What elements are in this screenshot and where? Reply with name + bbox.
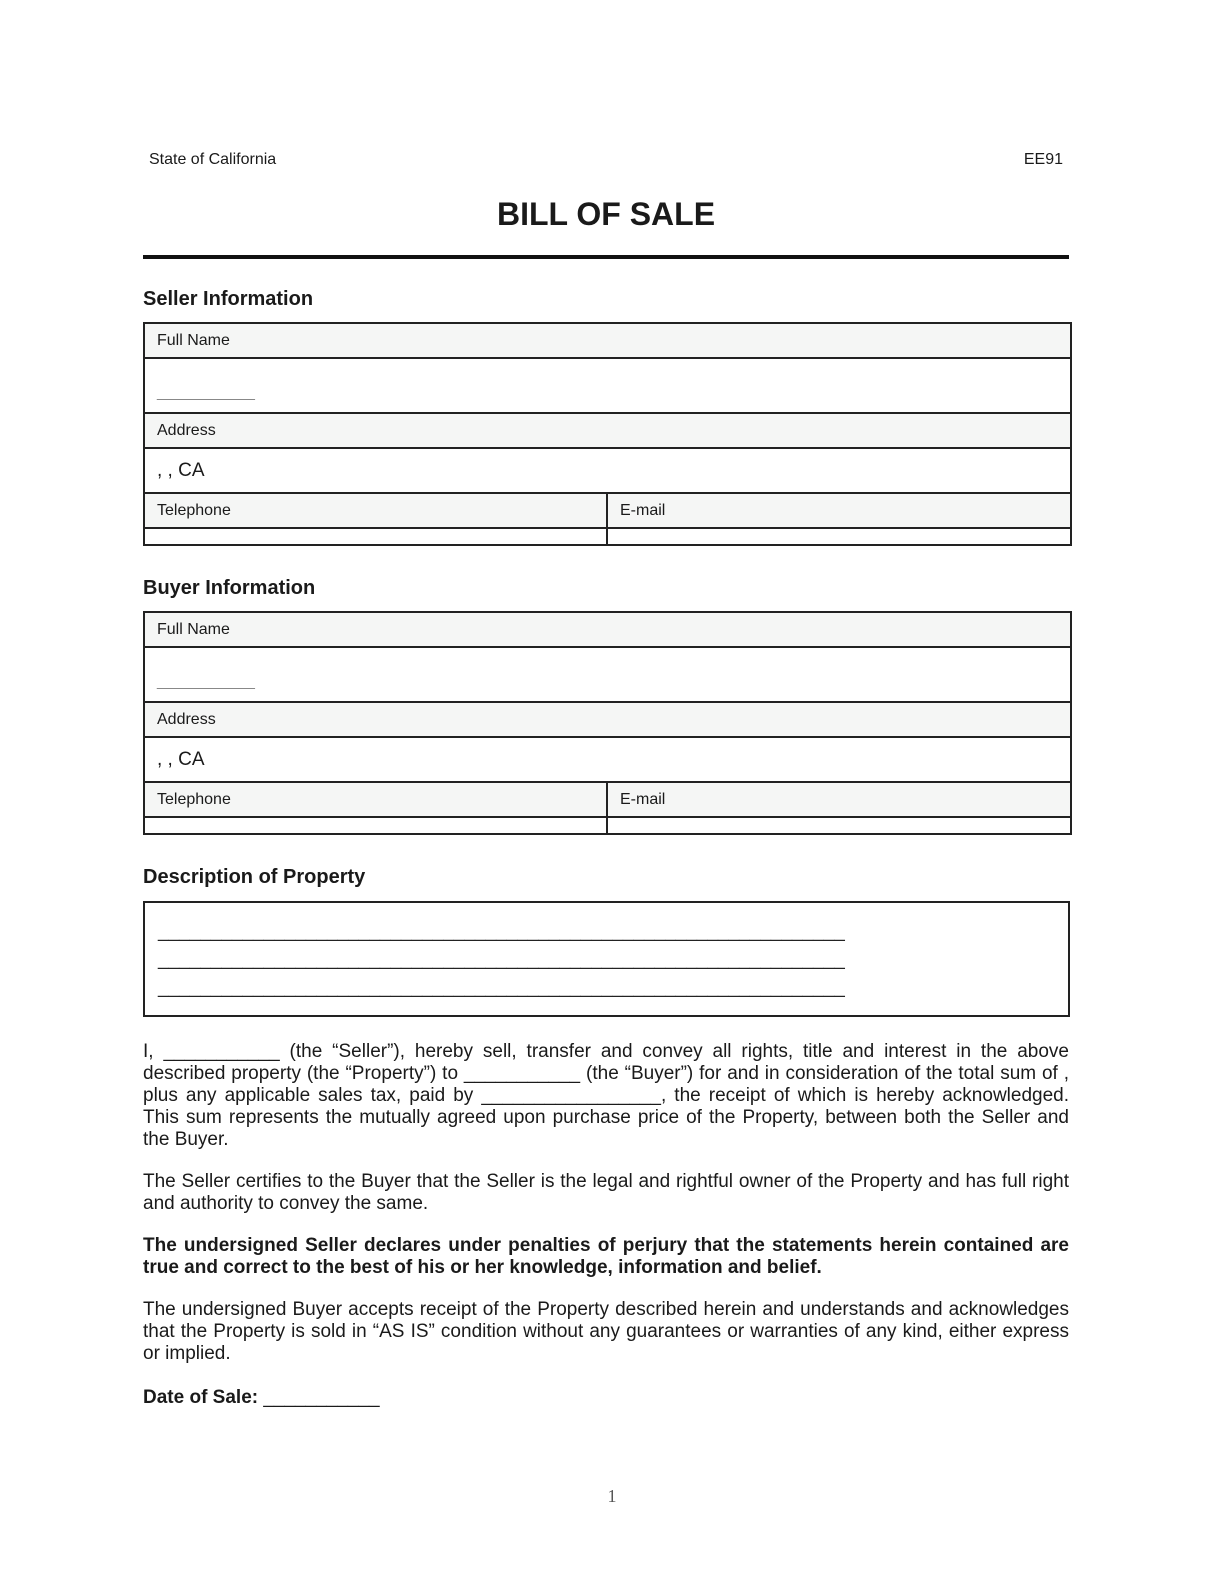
property-description-line: _________________________________________________________________ [158, 949, 845, 970]
title-divider [143, 255, 1069, 259]
page-number: 1 [607, 1486, 617, 1506]
seller-address-field[interactable]: , , CA [144, 448, 1071, 493]
buyer-telephone-label: Telephone [144, 782, 607, 817]
ownership-certification-paragraph: The Seller certifies to the Buyer that the Seller is the legal and rightful owner of the Property and has full right and authority to convey the same. [143, 1171, 1069, 1214]
property-description-line: _________________________________________________________________ [158, 977, 845, 998]
buyer-section-title: Buyer Information [143, 577, 316, 599]
property-section-title: Description of Property [143, 866, 366, 888]
buyer-telephone-field[interactable] [144, 817, 607, 834]
document-title: BILL OF SALE [496, 196, 716, 232]
property-description-line: _________________________________________________________________ [158, 921, 845, 942]
property-description-box[interactable] [143, 901, 1070, 1017]
buyer-full-name-field[interactable]: ___________ [144, 647, 1071, 702]
form-code: EE91 [1023, 151, 1063, 168]
perjury-declaration-paragraph: The undersigned Seller declares under penalties of perjury that the statements herein contained are true and correct to the best of his or her knowledge, information and belief. [143, 1235, 1069, 1278]
seller-full-name-field[interactable]: ___________ [144, 358, 1071, 413]
date-of-sale-field[interactable]: ___________ [263, 1387, 380, 1408]
buyer-email-field[interactable] [607, 817, 1071, 834]
buyer-full-name-label: Full Name [144, 612, 1071, 647]
seller-email-field[interactable] [607, 528, 1071, 545]
buyer-info-table [143, 611, 1072, 835]
buyer-address-field[interactable]: , , CA [144, 737, 1071, 782]
as-is-acceptance-paragraph: The undersigned Buyer accepts receipt of the Property described herein and understands and acknowledges that the Property is sold in “AS IS” condition without any guarantees or warranties of any kind, either express or implied. [143, 1299, 1069, 1364]
seller-email-label: E-mail [607, 493, 1071, 528]
state-label: State of California [149, 151, 277, 168]
seller-full-name-label: Full Name [144, 323, 1071, 358]
buyer-address-label: Address [144, 702, 1071, 737]
seller-section-title: Seller Information [143, 288, 314, 310]
seller-telephone-field[interactable] [144, 528, 607, 545]
seller-telephone-label: Telephone [144, 493, 607, 528]
seller-address-label: Address [144, 413, 1071, 448]
seller-info-table [143, 322, 1072, 546]
date-of-sale [143, 1387, 380, 1409]
buyer-email-label: E-mail [607, 782, 1071, 817]
date-of-sale-label: Date of Sale: [143, 1387, 259, 1408]
conveyance-paragraph: I, ___________ (the “Seller”), hereby sell, transfer and convey all rights, title and interest in the above described property (the “Property”) to ___________ (the “Buyer”) for and in consideration of the total sum of , plus any applicable sales tax, paid by _________________, the receipt of which is hereby acknowledged. This sum represents the mutually agreed upon purchase price of the Property, between both the Seller and the Buyer. [143, 1041, 1069, 1150]
